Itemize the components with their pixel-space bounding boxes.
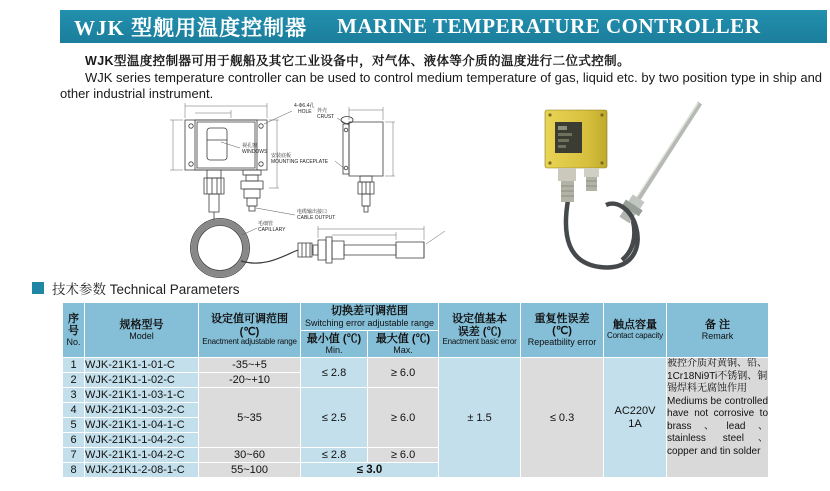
page-title-en: MARINE TEMPERATURE CONTROLLER bbox=[337, 14, 761, 38]
cell-max-rows1-2: ≥ 6.0 bbox=[368, 358, 439, 388]
header-switching-error: 切换差可调范围 Switching error adjustable range bbox=[301, 303, 439, 331]
capillary-tube bbox=[566, 200, 638, 267]
intro-paragraph bbox=[60, 53, 826, 102]
cell-no: 5 bbox=[63, 418, 85, 433]
remark-text-cn: 被控介质对黄铜、铅、1Cr18Ni9Ti不锈钢、铜锡焊料无腐蚀作用 bbox=[667, 358, 768, 394]
cell-model: WJK-21K1-1-04-2-C bbox=[85, 433, 199, 448]
cell-no: 3 bbox=[63, 388, 85, 403]
mounting-label-en: MOUNTING FACEPLATE bbox=[271, 159, 329, 165]
header-range: 设定值可调范围 (℃) Enactment adjustable range bbox=[199, 303, 301, 358]
cell-min-rows1-2: ≤ 2.8 bbox=[301, 358, 368, 388]
dimension-drawings bbox=[55, 98, 525, 290]
header-repeatability-error: 重复性误差 (℃) Repeatbility error bbox=[521, 303, 604, 358]
cell-model: WJK-21K1-1-01-C bbox=[85, 358, 199, 373]
product-photo bbox=[538, 100, 733, 288]
front-view-drawing bbox=[170, 103, 279, 278]
cell-range: -35~+5 bbox=[199, 358, 301, 373]
windows-label-en: WINDOWS bbox=[242, 149, 268, 155]
header-min: 最小值 (℃) Min. bbox=[301, 331, 368, 358]
cell-range: -20~+10 bbox=[199, 373, 301, 388]
header-model: 规格型号 Model bbox=[85, 303, 199, 358]
cell-no: 1 bbox=[63, 358, 85, 373]
cell-model: WJK-21K1-1-02-C bbox=[85, 373, 199, 388]
windows-label-cn: 视孔窗 bbox=[242, 143, 258, 149]
crust-label-en: CRUST bbox=[317, 114, 335, 120]
section-heading bbox=[32, 278, 240, 298]
cell-remark bbox=[667, 358, 769, 478]
section-title: 技术参数 Technical Parameters bbox=[52, 282, 240, 297]
intro-text-en: WJK series temperature controller can be used to control medium temperature of gas, liquid etc. by two position type in ship and other industrial instrument. bbox=[60, 70, 823, 101]
capillary-gland bbox=[558, 168, 576, 202]
technical-parameters-table bbox=[62, 302, 769, 478]
drawing-labels bbox=[242, 102, 335, 233]
title-bar bbox=[60, 10, 827, 43]
mounting-label-cn: 安装底板 bbox=[271, 153, 292, 159]
sensor-probe bbox=[616, 103, 700, 226]
header-no: 序 号 No. bbox=[63, 303, 85, 358]
cell-contact-capacity: AC220V 1A bbox=[604, 358, 667, 478]
section-bullet-icon bbox=[32, 282, 44, 294]
cable-label-cn: 电缆输出接口 bbox=[297, 209, 328, 215]
cell-minmax-row8: ≤ 3.0 bbox=[301, 463, 439, 478]
cell-model: WJK-21K1-1-03-2-C bbox=[85, 403, 199, 418]
crust-label-cn: 外壳 bbox=[317, 108, 328, 114]
cell-range: 30~60 bbox=[199, 448, 301, 463]
cell-basic-error: ± 1.5 bbox=[439, 358, 521, 478]
cell-min-rows3-6: ≤ 2.5 bbox=[301, 388, 368, 448]
cell-no: 2 bbox=[63, 373, 85, 388]
hole-label-cn: 4-Φ6.4孔 bbox=[294, 103, 315, 109]
cell-max-row7: ≥ 6.0 bbox=[368, 448, 439, 463]
cable-label-en: CABLE OUTPUT bbox=[297, 215, 336, 221]
cell-no: 7 bbox=[63, 448, 85, 463]
page-title-cn: WJK 型舰用温度控制器 bbox=[74, 15, 308, 40]
cell-repeatability-error: ≤ 0.3 bbox=[521, 358, 604, 478]
cell-range: 55~100 bbox=[199, 463, 301, 478]
header-basic-error: 设定值基本 误差 (℃) Enactment basic error bbox=[439, 303, 521, 358]
remark-text-en: Mediums be controlled have not corrosive to brass、lead、stainless steel、copper and tin solder bbox=[667, 395, 769, 457]
cell-model: WJK-21K1-1-03-1-C bbox=[85, 388, 199, 403]
cell-model: WJK-21K1-1-04-2-C bbox=[85, 448, 199, 463]
cell-range-rows3-6: 5~35 bbox=[199, 388, 301, 448]
cell-model: WJK-21K1-2-08-1-C bbox=[85, 463, 199, 478]
cable-connector bbox=[584, 168, 599, 191]
cell-no: 8 bbox=[63, 463, 85, 478]
side-view-drawing bbox=[341, 107, 395, 212]
cell-no: 6 bbox=[63, 433, 85, 448]
cell-min-row7: ≤ 2.8 bbox=[301, 448, 368, 463]
header-max: 最大值 (℃) Max. bbox=[368, 331, 439, 358]
cell-model: WJK-21K1-1-04-1-C bbox=[85, 418, 199, 433]
intro-text-cn: WJK型温度控制器可用于舰船及其它工业设备中，对气体、液体等介质的温度进行二位式控制。 bbox=[85, 54, 630, 68]
header-contact-capacity: 触点容量 Contact capacity bbox=[604, 303, 667, 358]
hole-label-en: HOLE bbox=[298, 109, 312, 115]
cell-max-rows3-6: ≥ 6.0 bbox=[368, 388, 439, 448]
header-remark: 备 注 Remark bbox=[667, 303, 769, 358]
table-row bbox=[63, 358, 769, 373]
cell-no: 4 bbox=[63, 403, 85, 418]
capillary-label-en: CAPILLARY bbox=[258, 227, 286, 233]
capillary-label-cn: 毛细管 bbox=[258, 221, 274, 227]
controller-box bbox=[545, 110, 607, 168]
